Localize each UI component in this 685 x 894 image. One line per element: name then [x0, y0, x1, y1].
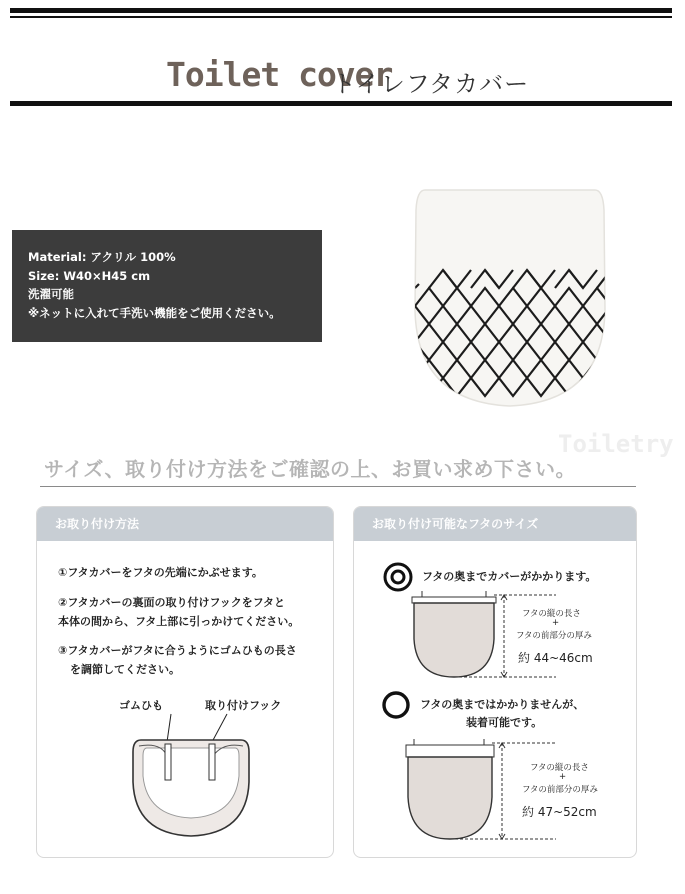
- page-title-jp: トイレフタカバー: [332, 70, 530, 98]
- install-step-3a: ③フタカバーがフタに合うようにゴムひもの長さ: [58, 644, 297, 657]
- spec-box: [12, 230, 322, 342]
- case1-thickness: フタの前部分の厚み: [516, 631, 592, 641]
- install-diagram: [127, 712, 257, 842]
- install-step-3b: を調節してください。: [70, 663, 180, 676]
- install-step-1: ①フタカバーをフタの先端にかぶせます。: [58, 566, 263, 579]
- label-rubber-band: ゴムひも: [119, 699, 163, 712]
- section-divider: [40, 486, 636, 487]
- install-step-2b: 本体の間から、フタ上部に引っかけてください。: [58, 615, 300, 628]
- toilet-cover-image: [405, 180, 615, 412]
- header-rule: [10, 101, 672, 106]
- case2-range: 約 47~52cm: [522, 805, 597, 819]
- section-heading: サイズ、取り付け方法をご確認の上、お買い求め下さい。: [44, 457, 576, 481]
- install-panel-title: お取り付け方法: [37, 507, 333, 541]
- spec-washable: 洗濯可能: [28, 287, 74, 301]
- case2-thickness: フタの前部分の厚み: [522, 785, 598, 795]
- case2-plus: +: [559, 772, 567, 782]
- case1-length: フタの縦の長さ: [522, 609, 581, 619]
- spec-material: Material: アクリル 100%: [28, 250, 176, 264]
- spec-size: Size: W40×H45 cm: [28, 268, 151, 283]
- case1-note: フタの奥までカバーがかかります。: [422, 570, 597, 583]
- case2-length: フタの縦の長さ: [530, 763, 589, 773]
- install-panel: [36, 506, 334, 858]
- case2-note-a: フタの奥まではかかりませんが、: [420, 698, 585, 711]
- page-title-en: Toilet cover: [166, 55, 393, 94]
- case2-note-b: 装着可能です。: [466, 716, 543, 729]
- spec-wash-note: ※ネットに入れて手洗い機能をご使用ください。: [28, 305, 281, 320]
- size-panel: [353, 506, 637, 858]
- watermark: Toiletry: [558, 430, 674, 458]
- label-hook: 取り付けフック: [205, 699, 282, 712]
- top-rule-thick: [10, 8, 672, 13]
- case1-range: 約 44~46cm: [518, 651, 593, 665]
- size-panel-title: お取り付け可能なフタのサイズ: [354, 507, 636, 541]
- circle-icon: [381, 690, 411, 720]
- install-step-2a: ②フタカバーの裏面の取り付けフックをフタと: [58, 596, 286, 609]
- case1-plus: +: [552, 618, 560, 628]
- top-rule-thin: [10, 16, 672, 18]
